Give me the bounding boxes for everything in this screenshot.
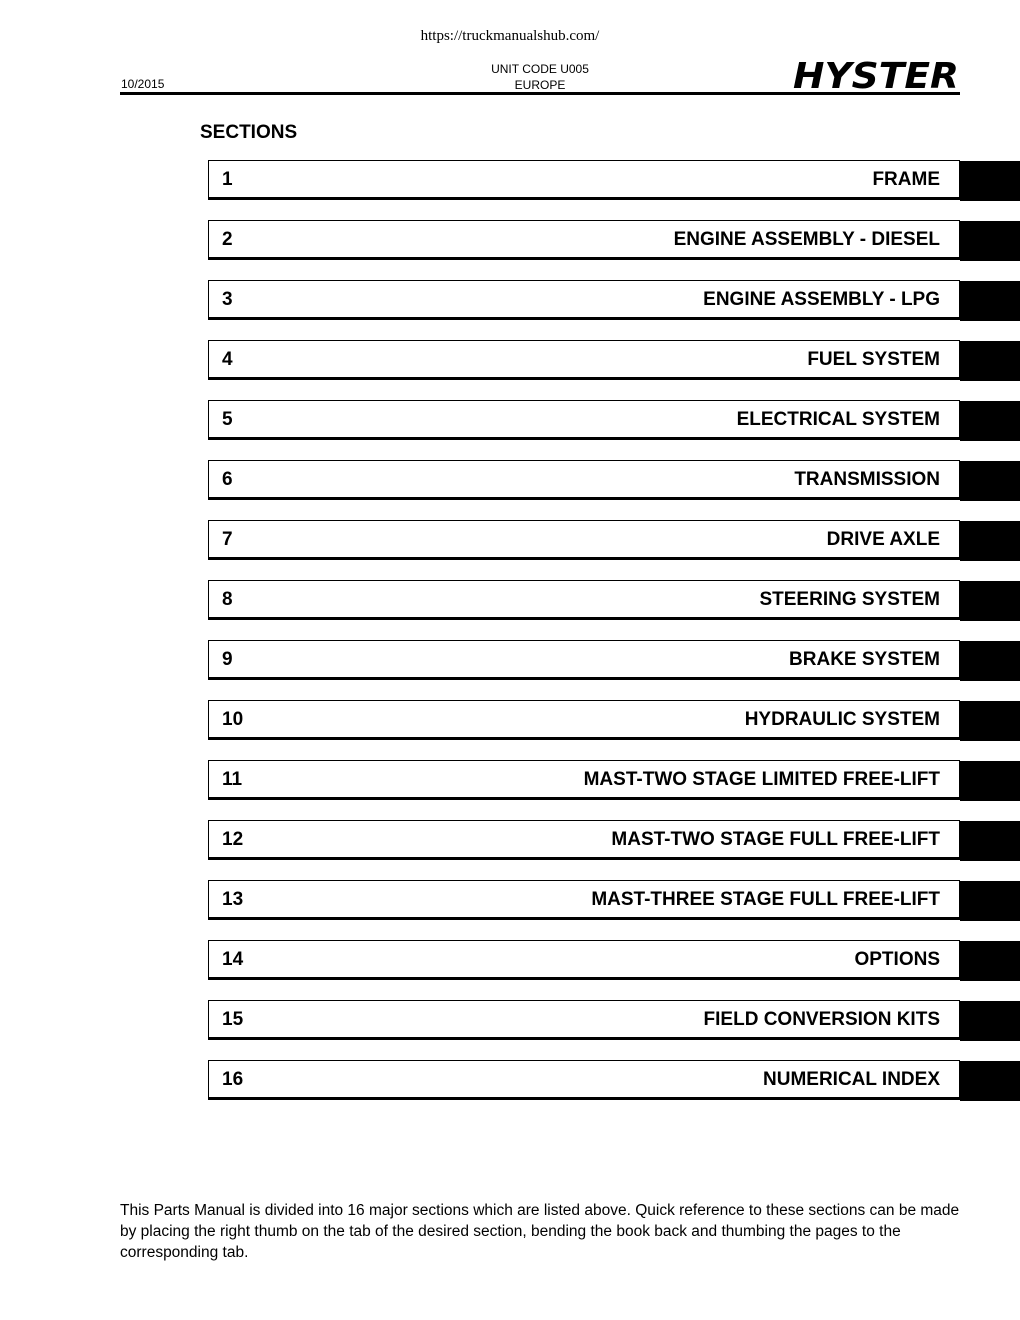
section-name: NUMERICAL INDEX [763,1069,940,1090]
section-thumb-tab[interactable] [960,641,1020,681]
section-name: FRAME [872,169,940,190]
section-number: 12 [222,829,244,850]
section-row[interactable] [208,1000,960,1040]
section-row[interactable] [208,400,960,440]
section-thumb-tab[interactable] [960,1001,1020,1041]
section-row[interactable] [208,640,960,680]
logo-text: HYSTER [793,58,959,92]
section-number: 16 [222,1069,244,1090]
section-number: 6 [222,469,233,490]
section-name: FIELD CONVERSION KITS [703,1009,940,1030]
section-row[interactable] [208,760,960,800]
section-row[interactable] [208,520,960,560]
header-date: 10/2015 [121,77,165,91]
section-number: 4 [222,349,233,370]
section-thumb-tab[interactable] [960,1061,1020,1101]
section-row[interactable] [208,340,960,380]
section-name: ENGINE ASSEMBLY - LPG [703,289,940,310]
section-name: OPTIONS [854,949,940,970]
section-row[interactable] [208,1060,960,1100]
section-name: BRAKE SYSTEM [789,649,940,670]
section-row[interactable] [208,220,960,260]
section-number: 10 [222,709,244,730]
section-number: 15 [222,1009,244,1030]
unit-code: UNIT CODE U005 [491,62,589,76]
section-number: 3 [222,289,233,310]
section-row[interactable] [208,160,960,200]
section-name: ELECTRICAL SYSTEM [736,409,940,430]
section-thumb-tab[interactable] [960,941,1020,981]
section-thumb-tab[interactable] [960,401,1020,441]
region: EUROPE [514,78,566,92]
footer-note: This Parts Manual is divided into 16 major sections which are listed above. Quick reference to these sections can be made by placing the right thumb on the tab of the desired section, bending the book back and thumbing the pages to the corresponding tab. [120,1202,960,1261]
section-thumb-tab[interactable] [960,821,1020,861]
section-row[interactable] [208,700,960,740]
section-name: MAST-TWO STAGE LIMITED FREE-LIFT [583,769,940,790]
section-row[interactable] [208,940,960,980]
section-number: 8 [222,589,233,610]
section-thumb-tab[interactable] [960,881,1020,921]
section-number: 11 [222,769,243,790]
section-row[interactable] [208,820,960,860]
section-row[interactable] [208,880,960,920]
section-number: 9 [222,649,233,670]
section-thumb-tab[interactable] [960,761,1020,801]
section-name: MAST-THREE STAGE FULL FREE-LIFT [591,889,940,910]
section-name: MAST-TWO STAGE FULL FREE-LIFT [611,829,940,850]
section-name: HYDRAULIC SYSTEM [744,709,940,730]
section-name: DRIVE AXLE [826,529,940,550]
sections-title: SECTIONS [200,122,298,143]
section-row[interactable] [208,460,960,500]
header-unit-info [440,61,640,93]
source-url[interactable]: https://truckmanualshub.com/ [420,28,600,44]
section-number: 14 [222,949,244,970]
section-thumb-tab[interactable] [960,581,1020,621]
section-row[interactable] [208,280,960,320]
header-rule [120,92,960,95]
section-name: TRANSMISSION [794,469,940,490]
section-row[interactable] [208,580,960,620]
section-number: 2 [222,229,233,250]
section-number: 7 [222,529,233,550]
section-number: 13 [222,889,244,910]
section-name: STEERING SYSTEM [759,589,940,610]
section-name: FUEL SYSTEM [807,349,940,370]
section-thumb-tab[interactable] [960,341,1020,381]
hyster-logo [790,58,962,92]
section-thumb-tab[interactable] [960,161,1020,201]
section-thumb-tab[interactable] [960,461,1020,501]
section-number: 1 [222,169,233,190]
section-number: 5 [222,409,233,430]
section-thumb-tab[interactable] [960,221,1020,261]
section-thumb-tab[interactable] [960,521,1020,561]
section-thumb-tab[interactable] [960,281,1020,321]
section-name: ENGINE ASSEMBLY - DIESEL [673,229,940,250]
section-thumb-tab[interactable] [960,701,1020,741]
